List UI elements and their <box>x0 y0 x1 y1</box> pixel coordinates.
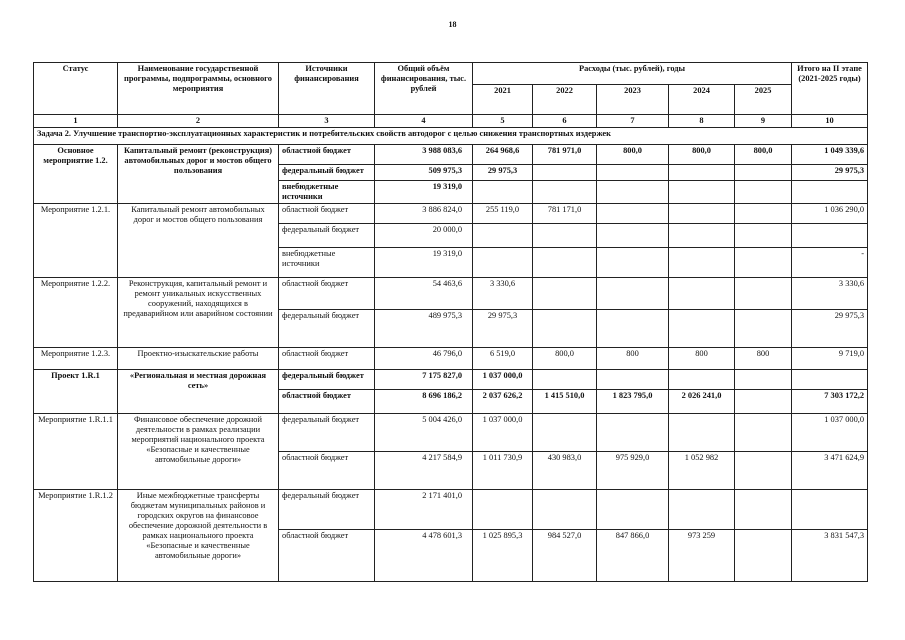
cell-y2023: 847 866,0 <box>597 530 669 582</box>
cell-y2025: 800,0 <box>735 145 792 165</box>
cell-y2024: 2 026 241,0 <box>669 390 735 414</box>
cell-y2021: 2 037 626,2 <box>473 390 533 414</box>
cell-y2024: 1 052 982 <box>669 452 735 490</box>
header-row <box>34 63 868 85</box>
task-title: Задача 2. Улучшение транспортно-эксплуатационных характеристик и потребительских свойств автодорог с целью снижения транспортных издержек <box>34 128 868 145</box>
cell-y2022 <box>533 370 597 390</box>
cell-y2023 <box>597 204 669 224</box>
cell-total: 19 319,0 <box>375 181 473 204</box>
task-row <box>34 128 868 145</box>
cell-y2023: 800 <box>597 348 669 370</box>
cell-y2022: 430 983,0 <box>533 452 597 490</box>
cell-y2023 <box>597 414 669 452</box>
header-name: Наименование государственной программы, подпрограммы, основного мероприятия <box>118 63 279 115</box>
header-year: 2023 <box>597 85 669 115</box>
table-row <box>34 490 868 530</box>
page-number: 18 <box>448 20 457 29</box>
cell-y2021: 255 119,0 <box>473 204 533 224</box>
row-source: областной бюджет <box>279 452 375 490</box>
row-name: Капитальный ремонт автомобильных дорог и мостов общего пользования <box>118 204 279 278</box>
cell-total: 489 975,3 <box>375 310 473 348</box>
cell-total: 3 988 083,6 <box>375 145 473 165</box>
cell-stage <box>792 490 868 530</box>
cell-y2023 <box>597 310 669 348</box>
table-row <box>34 278 868 310</box>
cell-y2022 <box>533 224 597 248</box>
cell-stage: 29 975,3 <box>792 165 868 181</box>
row-source: областной бюджет <box>279 390 375 414</box>
header-total: Общий объём финансирования, тыс. рублей <box>375 63 473 115</box>
cell-total: 5 004 426,0 <box>375 414 473 452</box>
header-year: 2022 <box>533 85 597 115</box>
cell-y2023 <box>597 278 669 310</box>
cell-total: 2 171 401,0 <box>375 490 473 530</box>
cell-y2025 <box>735 248 792 278</box>
cell-y2025 <box>735 278 792 310</box>
cell-stage: 1 049 339,6 <box>792 145 868 165</box>
cell-y2025 <box>735 390 792 414</box>
cell-y2025 <box>735 452 792 490</box>
cell-total: 54 463,6 <box>375 278 473 310</box>
row-source: областной бюджет <box>279 278 375 310</box>
cell-y2023 <box>597 490 669 530</box>
cell-y2023 <box>597 370 669 390</box>
table-row <box>34 348 868 370</box>
cell-y2025 <box>735 181 792 204</box>
cell-stage: 3 831 547,3 <box>792 530 868 582</box>
column-number: 10 <box>792 115 868 128</box>
row-source: федеральный бюджет <box>279 490 375 530</box>
row-status: Мероприятие 1.R.1.2 <box>34 490 118 582</box>
cell-y2022: 984 527,0 <box>533 530 597 582</box>
cell-y2021 <box>473 181 533 204</box>
cell-y2024 <box>669 204 735 224</box>
row-status: Основное мероприятие 1.2. <box>34 145 118 204</box>
row-source: федеральный бюджет <box>279 165 375 181</box>
row-source: федеральный бюджет <box>279 310 375 348</box>
cell-y2025 <box>735 310 792 348</box>
column-number-row <box>34 115 868 128</box>
cell-stage <box>792 181 868 204</box>
header-year: 2025 <box>735 85 792 115</box>
row-status: Мероприятие 1.R.1.1 <box>34 414 118 490</box>
cell-y2023: 1 823 795,0 <box>597 390 669 414</box>
cell-y2023 <box>597 248 669 278</box>
table-row <box>34 145 868 165</box>
column-number: 6 <box>533 115 597 128</box>
cell-y2024 <box>669 165 735 181</box>
column-number: 1 <box>34 115 118 128</box>
row-name: Иные межбюджетные трансферты бюджетам муниципальных районов и городских округов на финансовое обеспечение дорожной деятельности в рамках национального проекта «Безопасные и качественные автомобильные дороги» <box>118 490 279 582</box>
cell-y2024 <box>669 224 735 248</box>
cell-total: 3 886 824,0 <box>375 204 473 224</box>
cell-y2022: 1 415 510,0 <box>533 390 597 414</box>
cell-y2025 <box>735 204 792 224</box>
header-status: Статус <box>34 63 118 115</box>
cell-y2022 <box>533 165 597 181</box>
cell-stage: 3 471 624,9 <box>792 452 868 490</box>
cell-y2022 <box>533 248 597 278</box>
row-status: Мероприятие 1.2.2. <box>34 278 118 348</box>
row-source: областной бюджет <box>279 348 375 370</box>
row-source: областной бюджет <box>279 204 375 224</box>
cell-y2024: 800 <box>669 348 735 370</box>
cell-stage: - <box>792 248 868 278</box>
cell-y2024 <box>669 490 735 530</box>
cell-y2021: 29 975,3 <box>473 310 533 348</box>
header-year: 2024 <box>669 85 735 115</box>
row-status: Мероприятие 1.2.1. <box>34 204 118 278</box>
cell-y2025 <box>735 224 792 248</box>
column-number: 5 <box>473 115 533 128</box>
cell-y2021: 1 037 000,0 <box>473 414 533 452</box>
header-year: 2021 <box>473 85 533 115</box>
header-stage-total: Итого на II этапе (2021-2025 годы) <box>792 63 868 115</box>
cell-y2021 <box>473 248 533 278</box>
row-source: внебюджетные источники <box>279 248 375 278</box>
cell-total: 8 696 186,2 <box>375 390 473 414</box>
cell-total: 4 217 584,9 <box>375 452 473 490</box>
cell-y2021: 3 330,6 <box>473 278 533 310</box>
cell-stage: 1 037 000,0 <box>792 414 868 452</box>
cell-y2022 <box>533 181 597 204</box>
cell-y2023 <box>597 181 669 204</box>
row-source: федеральный бюджет <box>279 414 375 452</box>
cell-y2024 <box>669 370 735 390</box>
cell-y2025 <box>735 165 792 181</box>
cell-total: 20 000,0 <box>375 224 473 248</box>
row-status: Проект 1.R.1 <box>34 370 118 414</box>
cell-stage: 1 036 290,0 <box>792 204 868 224</box>
cell-y2025 <box>735 370 792 390</box>
cell-stage: 3 330,6 <box>792 278 868 310</box>
cell-y2023: 800,0 <box>597 145 669 165</box>
cell-total: 19 319,0 <box>375 248 473 278</box>
cell-y2023 <box>597 165 669 181</box>
cell-y2024 <box>669 181 735 204</box>
cell-stage <box>792 370 868 390</box>
cell-y2021 <box>473 224 533 248</box>
cell-y2023: 975 929,0 <box>597 452 669 490</box>
row-name: «Региональная и местная дорожная сеть» <box>118 370 279 414</box>
column-number: 8 <box>669 115 735 128</box>
cell-total: 46 796,0 <box>375 348 473 370</box>
cell-y2025 <box>735 414 792 452</box>
cell-y2025 <box>735 490 792 530</box>
header-expenses: Расходы (тыс. рублей), годы <box>473 63 792 85</box>
cell-y2024 <box>669 248 735 278</box>
cell-stage <box>792 224 868 248</box>
cell-y2022 <box>533 414 597 452</box>
cell-y2021: 6 519,0 <box>473 348 533 370</box>
column-number: 9 <box>735 115 792 128</box>
cell-y2024 <box>669 310 735 348</box>
row-source: областной бюджет <box>279 530 375 582</box>
table-row <box>34 414 868 452</box>
cell-y2024: 973 259 <box>669 530 735 582</box>
cell-y2022: 781 971,0 <box>533 145 597 165</box>
row-name: Капитальный ремонт (реконструкция) автомобильных дорог и мостов общего пользования <box>118 145 279 204</box>
cell-y2022: 800,0 <box>533 348 597 370</box>
cell-y2024 <box>669 414 735 452</box>
row-source: внебюджетные источники <box>279 181 375 204</box>
cell-y2021: 1 037 000,0 <box>473 370 533 390</box>
cell-y2021: 1 011 730,9 <box>473 452 533 490</box>
cell-y2022 <box>533 278 597 310</box>
column-number: 7 <box>597 115 669 128</box>
row-name: Проектно-изыскательские работы <box>118 348 279 370</box>
cell-total: 4 478 601,3 <box>375 530 473 582</box>
row-source: федеральный бюджет <box>279 370 375 390</box>
cell-y2024 <box>669 278 735 310</box>
cell-y2024: 800,0 <box>669 145 735 165</box>
budget-table <box>33 62 868 582</box>
cell-total: 509 975,3 <box>375 165 473 181</box>
cell-y2022: 781 171,0 <box>533 204 597 224</box>
row-name: Реконструкция, капитальный ремонт и ремонт уникальных искусственных сооружений, находящихся в предаварийном или аварийном состоянии <box>118 278 279 348</box>
column-number: 2 <box>118 115 279 128</box>
cell-y2021: 29 975,3 <box>473 165 533 181</box>
row-source: федеральный бюджет <box>279 224 375 248</box>
cell-stage: 9 719,0 <box>792 348 868 370</box>
cell-stage: 7 303 172,2 <box>792 390 868 414</box>
cell-y2022 <box>533 310 597 348</box>
row-source: областной бюджет <box>279 145 375 165</box>
cell-y2025 <box>735 530 792 582</box>
cell-y2022 <box>533 490 597 530</box>
header-source: Источники финансирования <box>279 63 375 115</box>
cell-y2025: 800 <box>735 348 792 370</box>
row-status: Мероприятие 1.2.3. <box>34 348 118 370</box>
cell-y2021: 264 968,6 <box>473 145 533 165</box>
cell-y2023 <box>597 224 669 248</box>
cell-y2021 <box>473 490 533 530</box>
row-name: Финансовое обеспечение дорожной деятельности в рамках реализации мероприятий национального проекта «Безопасные и качественные автомобильные дороги» <box>118 414 279 490</box>
table-row <box>34 204 868 224</box>
column-number: 4 <box>375 115 473 128</box>
cell-stage: 29 975,3 <box>792 310 868 348</box>
column-number: 3 <box>279 115 375 128</box>
table-row <box>34 370 868 390</box>
cell-total: 7 175 827,0 <box>375 370 473 390</box>
cell-y2021: 1 025 895,3 <box>473 530 533 582</box>
